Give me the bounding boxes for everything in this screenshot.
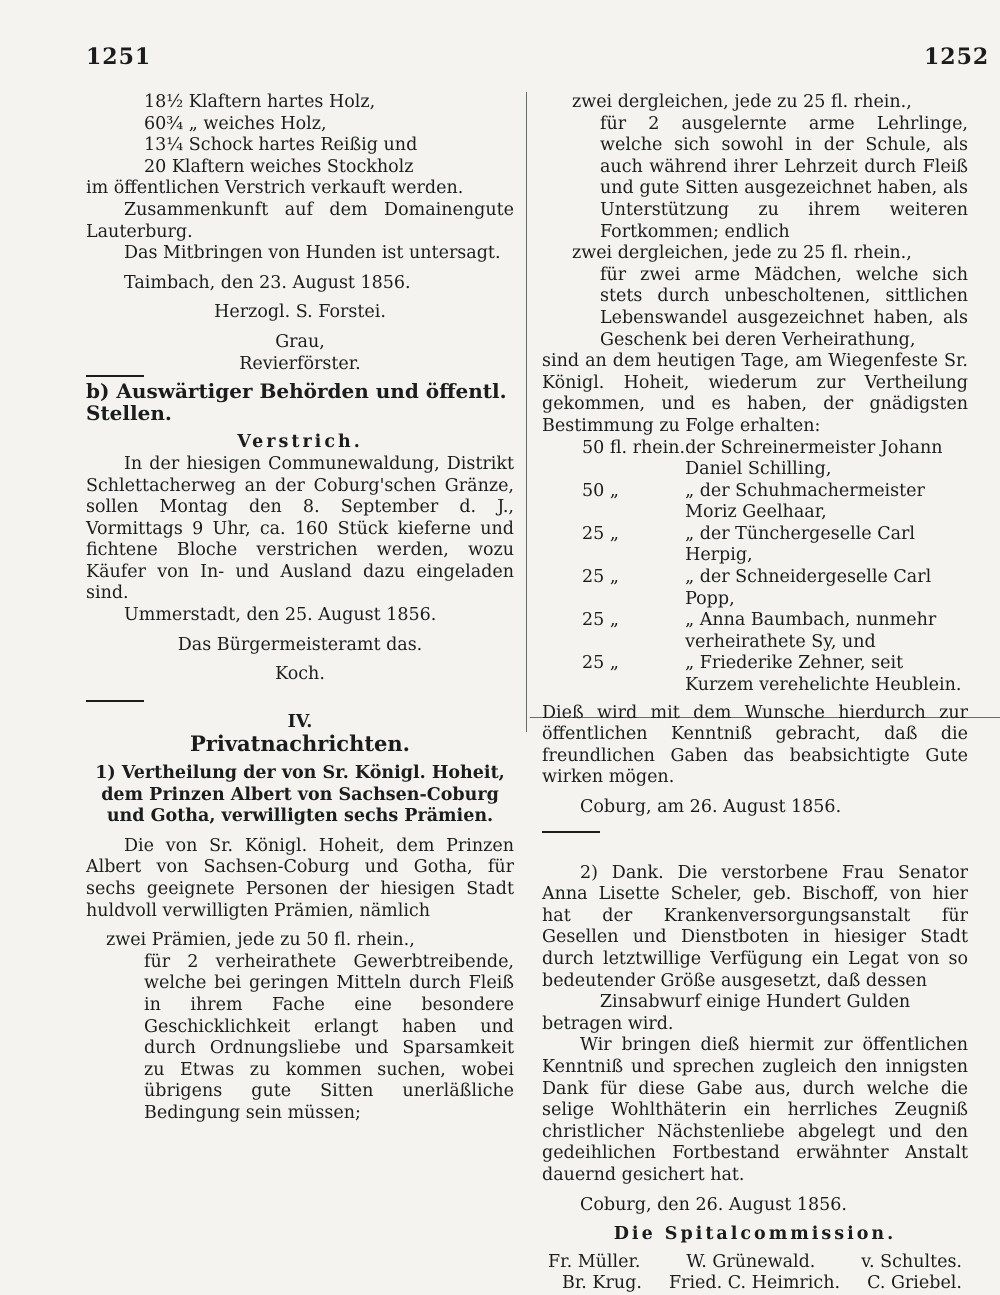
- award-row: [542, 653, 968, 696]
- signature: v. Schultes.: [861, 1251, 962, 1272]
- award-row: [542, 567, 968, 610]
- premium-description: für zwei arme Mädchen, welche sich stets durch unbescholtenen, sittlichen Lebenswandel ausgezeichnet haben, als Geschenk bei deren Verheirathung,: [600, 264, 968, 350]
- award-row: [542, 438, 968, 481]
- award-row: [542, 610, 968, 653]
- wood-line: im öffentlichen Verstrich verkauft werden.: [86, 178, 464, 199]
- wish-text: Dieß wird mit dem Wunsche hierdurch zur öffentlichen Kenntniß gebracht, daß die freundlichen Gaben das beabsichtigte Gute wirken mögen.: [542, 702, 968, 788]
- award-amount: 25 „: [582, 610, 619, 631]
- dank-text: Zinsabwurf einige Hundert Gulden: [599, 992, 911, 1013]
- award-recipient: „ der Tünchergeselle Carl Herpig,: [685, 523, 915, 566]
- dank-text: 2) Dank. Die verstorbene Frau Senator Anna Lisette Scheler, geb. Bischoff, von hier hat der Krankenversorgungsanstalt für Gesellen und Dienstboten in hiesiger Stadt durch letztwillige Verfügung ein Legat von so bedeutender Größe ausgesetzt, daß dessen: [542, 862, 968, 991]
- item-title: 1) Vertheilung der von Sr. Königl. Hoheit, dem Prinzen Albert von Sachsen-Coburg und Gotha, verwilligten sechs Prämien.: [95, 763, 505, 827]
- distribution-text: sind an dem heutigen Tage, am Wiegenfeste Sr. Königl. Hoheit, wiederum zur Vertheilung gekommen, und es haben, der gnädigsten Bestimmung zu Folge erhalten:: [542, 351, 968, 436]
- signature-row: [542, 1252, 968, 1274]
- wood-line: 13¼ Schock hartes Reißig und: [144, 135, 418, 156]
- place-date: Coburg, den 26. August 1856.: [580, 1194, 847, 1215]
- wood-list: [86, 92, 514, 178]
- rule: [86, 700, 144, 702]
- rule: [542, 831, 600, 833]
- intro-text: Die von Sr. Königl. Hoheit, dem Prinzen Albert von Sachsen-Coburg und Gotha, für sechs geeignete Personen der hiesigen Stadt huldvoll verwilligten Prämien, nämlich: [86, 835, 514, 921]
- office-name: Das Bürgermeisteramt das.: [177, 634, 423, 655]
- award-recipient: „ Friederike Zehner, seit Kurzem verehelichte Heublein.: [685, 653, 962, 696]
- signature-title: Revierförster.: [239, 353, 361, 374]
- notice-text: In der hiesigen Communewaldung, Distrikt Schlettacherweg an der Coburg'schen Gränze, sollen Montag den 8. September d. J., Vormittags 9 Uhr, ca. 160 Stück kieferne und fichtene Bloche verstrichen werden, wozu Käufer von In- und Ausland dazu eingeladen sind.: [86, 453, 514, 604]
- thanks-text: Wir bringen dieß hiermit zur öffentlichen Kenntniß und sprechen zugleich den innigsten Dank für diese Gabe aus, durch welche die selige Wohlthäterin ein herrliches Zeugniß christlicher Nächstenliebe abgelegt und den gedeihlichen Fortbestand erwähnter Anstalt dauernd gesichert hat.: [542, 1035, 968, 1185]
- award-amount: 25 „: [582, 653, 619, 674]
- awards-table: [542, 438, 968, 697]
- wood-line: 20 Klaftern weiches Stockholz: [144, 156, 414, 177]
- left-column: [86, 92, 514, 1125]
- signature: Fr. Müller.: [548, 1251, 641, 1272]
- right-column: [542, 92, 968, 1295]
- section-heading: b) Auswärtiger Behörden und öffentl. Stellen.: [86, 379, 507, 425]
- award-row: [542, 481, 968, 524]
- award-row: [542, 524, 968, 567]
- office-name: Herzogl. S. Forstei.: [214, 302, 386, 323]
- award-amount: 25 „: [582, 567, 619, 588]
- award-recipient: der Schreinermeister Johann Daniel Schilling,: [685, 437, 943, 480]
- signature: C. Griebel.: [867, 1273, 962, 1294]
- premium-line: zwei dergleichen, jede zu 25 fl. rhein.,: [572, 243, 912, 264]
- signature-name: Koch.: [275, 664, 325, 685]
- notice-title: Verstrich.: [237, 432, 363, 453]
- page-number-right: 1252: [924, 44, 990, 70]
- place-date: Taimbach, den 23. August 1856.: [124, 272, 411, 293]
- award-recipient: „ der Schneidergeselle Carl Popp,: [685, 567, 932, 609]
- award-amount: 25 „: [582, 523, 619, 544]
- signature: W. Grünewald.: [686, 1251, 816, 1272]
- wood-line: 60¾ „ weiches Holz,: [144, 113, 327, 134]
- signature-row: [542, 1273, 968, 1295]
- column-divider: [526, 92, 527, 732]
- signature-name: Grau,: [275, 331, 325, 352]
- commission-name: Die Spitalcommission.: [613, 1224, 897, 1245]
- section-number: IV.: [287, 711, 313, 732]
- place-date: Ummerstadt, den 25. August 1856.: [124, 605, 437, 626]
- premium-line: zwei dergleichen, jede zu 25 fl. rhein.,: [572, 92, 912, 112]
- dogs-text: Das Mitbringen von Hunden ist untersagt.: [124, 243, 501, 264]
- dank-text: betragen wird.: [542, 1013, 674, 1034]
- rule: [86, 375, 144, 377]
- award-amount: 50 „: [582, 480, 619, 501]
- signature: Br. Krug.: [562, 1273, 642, 1294]
- page-number-left: 1251: [86, 44, 152, 70]
- premium-line: zwei Prämien, jede zu 50 fl. rhein.,: [106, 930, 415, 951]
- award-recipient: „ Anna Baumbach, nunmehr verheirathete Sy, und: [685, 610, 937, 652]
- meeting-text: Zusammenkunft auf dem Domainengute Lauterburg.: [86, 199, 514, 242]
- award-recipient: „ der Schuhmachermeister Moriz Geelhaar,: [685, 480, 925, 523]
- wood-line: 18½ Klaftern hartes Holz,: [144, 92, 376, 112]
- award-amount: 50 fl. rhein.: [582, 437, 686, 458]
- premium-description: für 2 verheirathete Gewerbtreibende, welche bei geringen Mitteln durch Fleiß in ihrem Fache eine besondere Geschicklichkeit erlangt haben und durch Ordnungsliebe und Sparsamkeit zu Etwas zu kommen suchen, wobei übrigens gute Sitten unerläßliche Bedingung sein müssen;: [144, 951, 514, 1123]
- premium-description: für 2 ausgelernte arme Lehrlinge, welche sich sowohl in der Schule, als auch während ihrer Lehrzeit durch Fleiß und gute Sitten ausgezeichnet haben, als Unterstützung zu ihrem weiteren Fortkommen; endlich: [600, 113, 968, 242]
- place-date: Coburg, am 26. August 1856.: [580, 797, 842, 817]
- signature: Fried. C. Heimrich.: [668, 1273, 841, 1294]
- section-title: Privatnachrichten.: [189, 731, 410, 757]
